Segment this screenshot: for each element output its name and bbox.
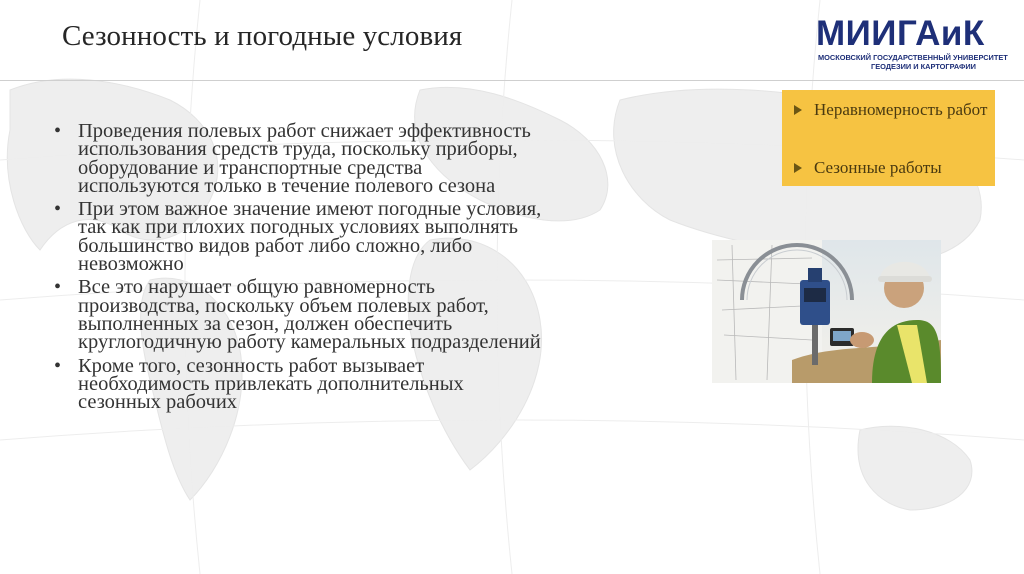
title-divider	[0, 80, 1024, 81]
surveyor-photo	[712, 240, 941, 383]
bullet-item	[46, 198, 546, 276]
surveyor-with-total-station-photo-icon	[712, 240, 941, 383]
bullet-item	[46, 276, 546, 354]
highlight-box	[782, 90, 995, 186]
bullet-text: При этом важное значение имеют погодные условия, так как при плохих погодных условиях выполнять большинство видов работ либо сложно, либо невозможно	[78, 198, 542, 276]
bullet-text: Все это нарушает общую равномерность производства, поскольку объем полевых работ, выполненных за сезон, должен обеспечить круглогодичную работу камеральных подразделений	[78, 276, 541, 354]
highlight-item	[794, 98, 987, 121]
bullet-dot: •	[54, 354, 62, 377]
logo-subtitle-line2: ГЕОДЕЗИИ И КАРТОГРАФИИ	[871, 62, 976, 71]
arrow-right-icon	[794, 105, 802, 115]
bullet-item	[46, 122, 546, 195]
slide-title: Сезонность и погодные условия	[62, 20, 463, 52]
bullet-dot: •	[54, 120, 62, 142]
highlight-item	[794, 156, 942, 179]
logo-wordmark: МИИГАиК	[816, 14, 985, 53]
highlight-item-label: Неравномерность работ	[814, 100, 988, 119]
bullet-dot: •	[54, 198, 62, 221]
logo-subtitle-line1: МОСКОВСКИЙ ГОСУДАРСТВЕННЫЙ УНИВЕРСИТЕТ	[818, 53, 1008, 62]
bullet-list	[46, 122, 546, 416]
arrow-right-icon	[794, 163, 802, 173]
bullet-text: Кроме того, сезонность работ вызывает необходимость привлекать дополнительных сезонных рабочих	[78, 354, 464, 414]
bullet-item	[46, 354, 546, 414]
university-logo	[816, 16, 1012, 76]
bullet-text: Проведения полевых работ снижает эффективность использования средств труда, поскольку приборы, оборудование и транспортные средства используются только в течение полевого сезона	[78, 120, 531, 197]
bullet-dot: •	[54, 276, 62, 299]
highlight-item-label: Сезонные работы	[814, 158, 942, 177]
